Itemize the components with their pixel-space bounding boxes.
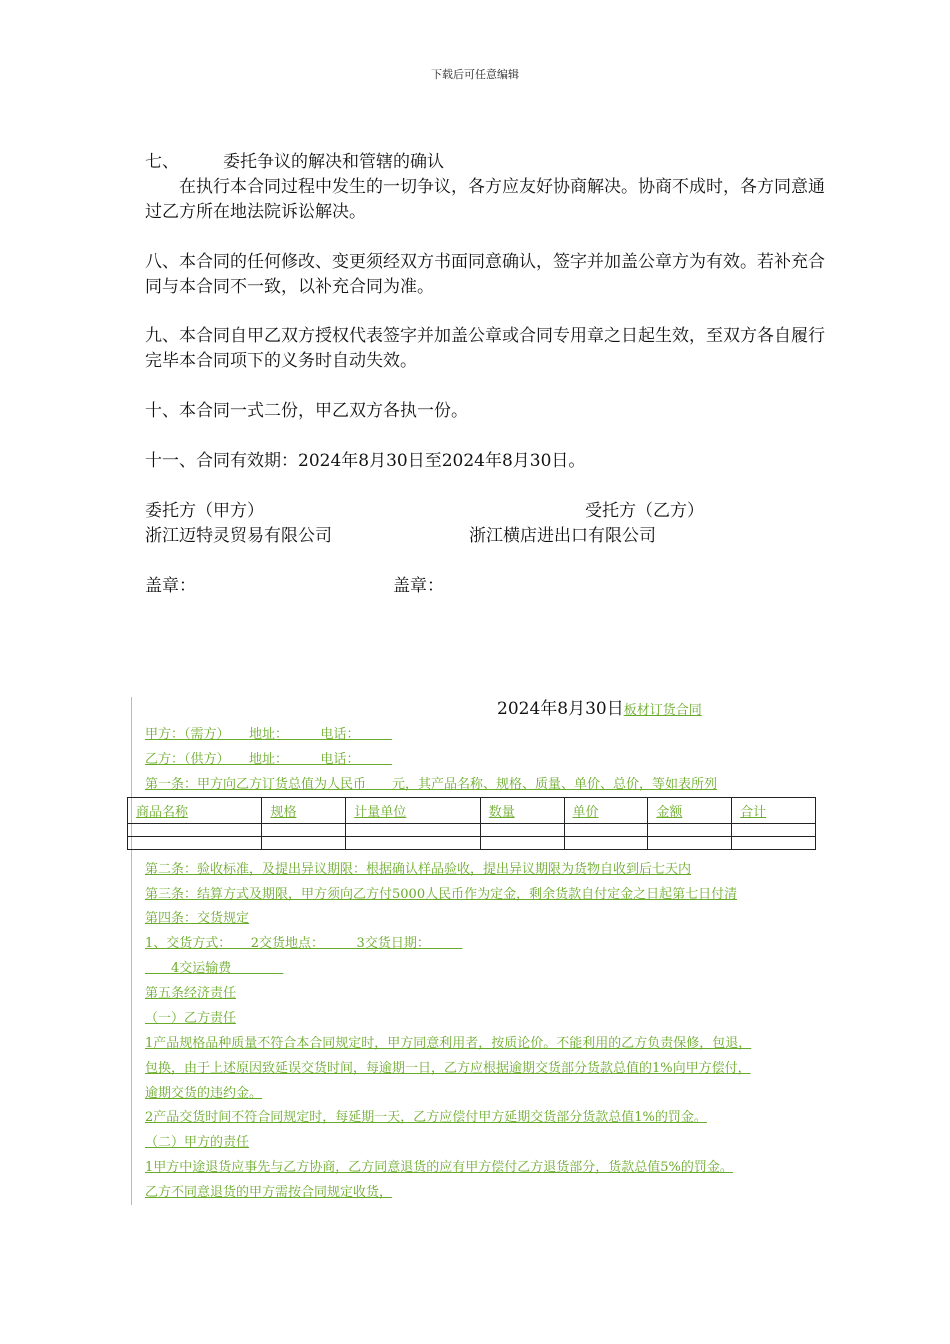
seal-a-label: 盖章： bbox=[145, 576, 196, 596]
party-a-label: 委托方（甲方） bbox=[145, 501, 264, 521]
article-5-a1-line2: 乙方不同意退货的甲方需按合同规定收货， bbox=[145, 1185, 393, 1200]
article-4-item-2: 4交运输费 bbox=[145, 961, 284, 976]
section-7-body: 在执行本合同过程中发生的一切争议，各方应友好协商解决。协商不成时，各方同意通过乙方所在地法院诉讼解决。 bbox=[145, 177, 825, 222]
col-quantity: 数量 bbox=[480, 798, 564, 824]
article-3: 第三条：结算方式及期限，甲方须向乙方付5000人民币作为定金，剩余货款自付定金之日起第七日付清 bbox=[145, 887, 738, 902]
article-2: 第二条：验收标准，及提出异议期限：根据确认样品验收，提出异议期限为货物自收到后七天内 bbox=[145, 862, 692, 877]
section-7-title bbox=[145, 150, 444, 175]
party-a-info: 甲方：（需方） 地址： 电话： bbox=[145, 727, 393, 742]
seal-b-label: 盖章： bbox=[393, 576, 444, 596]
col-unit-price: 单价 bbox=[564, 798, 648, 824]
article-5-b2: 2产品交货时间不符合同规定时，每延期一天，乙方应偿付甲方延期交货部分货款总值1%的罚金。 bbox=[145, 1110, 707, 1125]
article-5-b1-line1: 1产品规格品种质量不符合本合同规定时，甲方同意利用者，按质论价。不能利用的乙方负责保修，包退， bbox=[145, 1036, 752, 1051]
article-5-party-a: （二）甲方的责任 bbox=[145, 1135, 250, 1150]
table-row bbox=[128, 824, 816, 837]
section-7-number: 七、 bbox=[145, 152, 179, 172]
page-header-note: 下载后可任意编辑 bbox=[431, 68, 519, 81]
margin-rule bbox=[131, 697, 132, 1205]
contract-2-title-line bbox=[497, 697, 702, 723]
article-5: 第五条经济责任 bbox=[145, 986, 237, 1001]
article-5-a1-line1: 1甲方中途退货应事先与乙方协商，乙方同意退货的应有甲方偿付乙方退货部分，货款总值5%的罚金。 bbox=[145, 1160, 733, 1175]
section-10: 十、本合同一式二份，甲乙双方各执一份。 bbox=[145, 401, 468, 421]
article-5-b1-line3: 逾期交货的违约金。 bbox=[145, 1086, 263, 1101]
article-5-b1-line2: 包换，由于上述原因致延误交货时间，每逾期一日，乙方应根据逾期交货部分货款总值的1%向甲方偿付， bbox=[145, 1061, 751, 1076]
goods-table-header bbox=[128, 798, 816, 824]
section-9: 九、本合同自甲乙双方授权代表签字并加盖公章或合同专用章之日起生效，至双方各自履行完毕本合同项下的义务时自动失效。 bbox=[145, 326, 825, 371]
party-b-name: 浙江横店进出口有限公司 bbox=[469, 526, 656, 546]
section-11: 十一、合同有效期：2024年8月30日至2024年8月30日。 bbox=[145, 451, 586, 471]
contract-2-date: 2024年8月30日 bbox=[497, 699, 624, 719]
party-b-info: 乙方：（供方） 地址： 电话： bbox=[145, 752, 393, 767]
article-1: 第一条：甲方向乙方订货总值为人民币 元，其产品名称、规格、质量、单价、总价，等如表所列 bbox=[145, 777, 718, 792]
article-4-item-1: 1、交货方式： 2交货地点： 3交货日期： bbox=[145, 936, 463, 951]
article-5-party-b: （一）乙方责任 bbox=[145, 1011, 237, 1026]
party-a-name: 浙江迈特灵贸易有限公司 bbox=[145, 526, 332, 546]
col-amount: 金额 bbox=[648, 798, 732, 824]
section-7-heading: 委托争议的解决和管辖的确认 bbox=[223, 152, 444, 172]
party-b-label: 受托方（乙方） bbox=[585, 501, 704, 521]
col-unit: 计量单位 bbox=[346, 798, 480, 824]
col-spec: 规格 bbox=[262, 798, 346, 824]
article-4: 第四条：交货规定 bbox=[145, 911, 250, 926]
table-row bbox=[128, 837, 816, 850]
goods-table bbox=[127, 797, 816, 850]
col-total: 合计 bbox=[732, 798, 816, 824]
col-product-name: 商品名称 bbox=[128, 798, 262, 824]
section-8: 八、本合同的任何修改、变更须经双方书面同意确认，签字并加盖公章方为有效。若补充合同与本合同不一致，以补充合同为准。 bbox=[145, 252, 825, 297]
contract-2-title: 板材订货合同 bbox=[623, 703, 702, 718]
